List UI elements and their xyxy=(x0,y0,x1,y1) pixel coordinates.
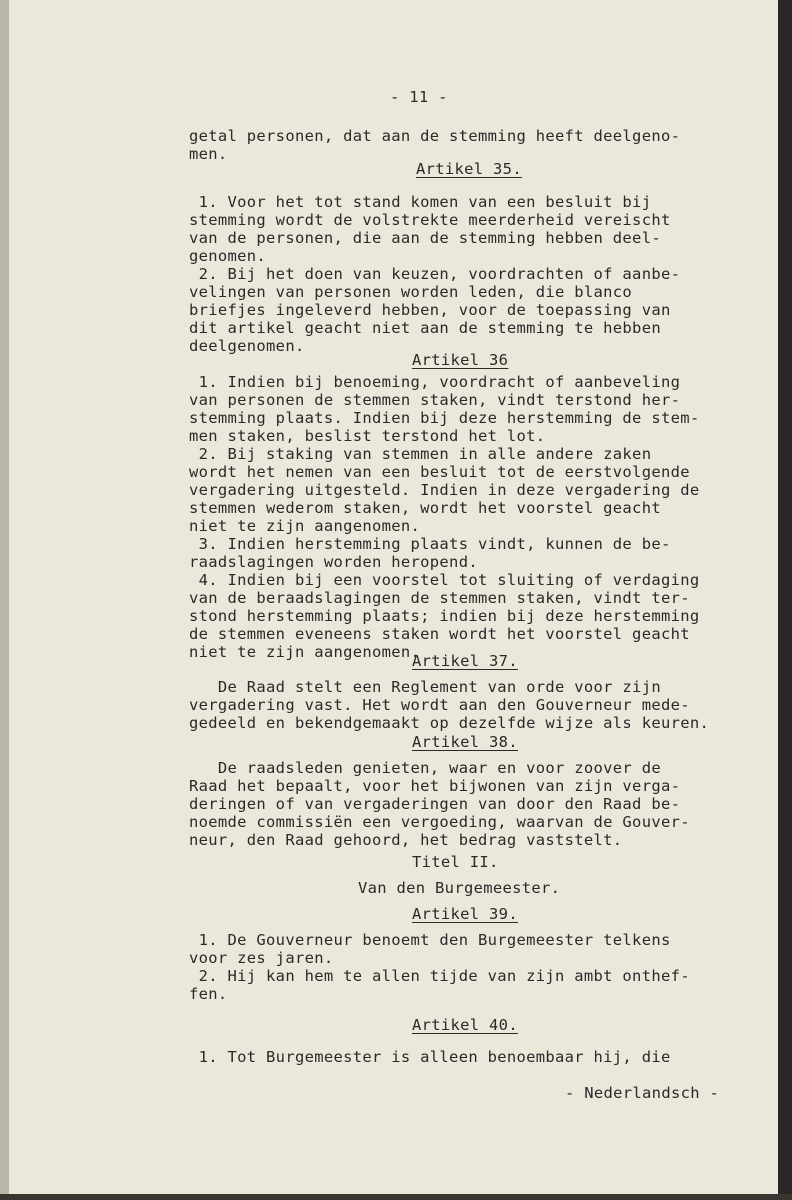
text-line: 1. Tot Burgemeester is alleen benoembaar hij, die xyxy=(189,1048,671,1066)
text-line: vergadering vast. Het wordt aan den Gouverneur mede- xyxy=(189,696,690,714)
text-line: van personen de stemmen staken, vindt terstond her- xyxy=(189,391,681,409)
text-line: van de beraadslagingen de stemmen staken, vindt ter- xyxy=(189,589,690,607)
text-line: wordt het nemen van een besluit tot de eerstvolgende xyxy=(189,463,690,481)
text-line: stemming plaats. Indien bij deze herstemming de stem- xyxy=(189,409,700,427)
text-line: deringen of van vergaderingen van door den Raad be- xyxy=(189,795,681,813)
text-line: velingen van personen worden leden, die blanco xyxy=(189,283,633,301)
catchword: - Nederlandsch - xyxy=(565,1084,720,1102)
article-heading: Artikel 35. xyxy=(416,160,522,178)
text-line: 1. De Gouverneur benoemt den Burgemeester telkens xyxy=(189,931,671,949)
text-line: 2. Bij staking van stemmen in alle andere zaken xyxy=(189,445,652,463)
text-line: 2. Hij kan hem te allen tijde van zijn ambt onthef- xyxy=(189,967,690,985)
text-line: vergadering uitgesteld. Indien in deze vergadering de xyxy=(189,481,700,499)
text-line: fen. xyxy=(189,985,228,1003)
text-line: gedeeld en bekendgemaakt op dezelfde wijze als keuren. xyxy=(189,714,710,732)
page-edge-right xyxy=(778,0,792,1200)
text-line: 3. Indien herstemming plaats vindt, kunnen de be- xyxy=(189,535,671,553)
text-line: De raadsleden genieten, waar en voor zoover de xyxy=(189,759,661,777)
text-line: van de personen, die aan de stemming hebben deel- xyxy=(189,229,661,247)
text-line: men staken, beslist terstond het lot. xyxy=(189,427,546,445)
page-edge-left xyxy=(0,0,9,1200)
text-line: 4. Indien bij een voorstel tot sluiting of verdaging xyxy=(189,571,700,589)
text-line: briefjes ingeleverd hebben, voor de toepassing van xyxy=(189,301,671,319)
text-line: 1. Indien bij benoeming, voordracht of aanbeveling xyxy=(189,373,681,391)
article-heading: Artikel 39. xyxy=(412,905,518,923)
text-line: stemming wordt de volstrekte meerderheid vereischt xyxy=(189,211,671,229)
article-heading: Artikel 38. xyxy=(412,733,518,751)
article-heading: Artikel 37. xyxy=(412,652,518,670)
text-line: 2. Bij het doen van keuzen, voordrachten of aanbe- xyxy=(189,265,681,283)
text-line: niet te zijn aangenomen. xyxy=(189,517,421,535)
text-line: getal personen, dat aan de stemming heeft deelgeno- xyxy=(189,127,681,145)
article-heading: Artikel 40. xyxy=(412,1016,518,1034)
text-line: 1. Voor het tot stand komen van een besluit bij xyxy=(189,193,652,211)
text-line: de stemmen eveneens staken wordt het voorstel geacht xyxy=(189,625,690,643)
text-line: dit artikel geacht niet aan de stemming te hebben xyxy=(189,319,661,337)
text-line: neur, den Raad gehoord, het bedrag vaststelt. xyxy=(189,831,623,849)
text-line: niet te zijn aangenomen. xyxy=(189,643,421,661)
text-line: Raad het bepaalt, voor het bijwonen van zijn verga- xyxy=(189,777,681,795)
text-line: stond herstemming plaats; indien bij deze herstemming xyxy=(189,607,700,625)
section-heading: Van den Burgemeester. xyxy=(358,879,561,897)
title-heading: Titel II. xyxy=(412,853,499,871)
text-line: De Raad stelt een Reglement van orde voor zijn xyxy=(189,678,661,696)
page-edge-bottom xyxy=(0,1194,792,1200)
text-line: men. xyxy=(189,145,228,163)
text-line: genomen. xyxy=(189,247,267,265)
text-line: raadslagingen worden heropend. xyxy=(189,553,478,571)
text-line: stemmen wederom staken, wordt het voorstel geacht xyxy=(189,499,661,517)
page-number: - 11 - xyxy=(390,88,448,106)
text-line: noemde commissiën een vergoeding, waarvan de Gouver- xyxy=(189,813,690,831)
text-line: deelgenomen. xyxy=(189,337,305,355)
article-heading: Artikel 36 xyxy=(412,351,509,369)
text-line: voor zes jaren. xyxy=(189,949,334,967)
